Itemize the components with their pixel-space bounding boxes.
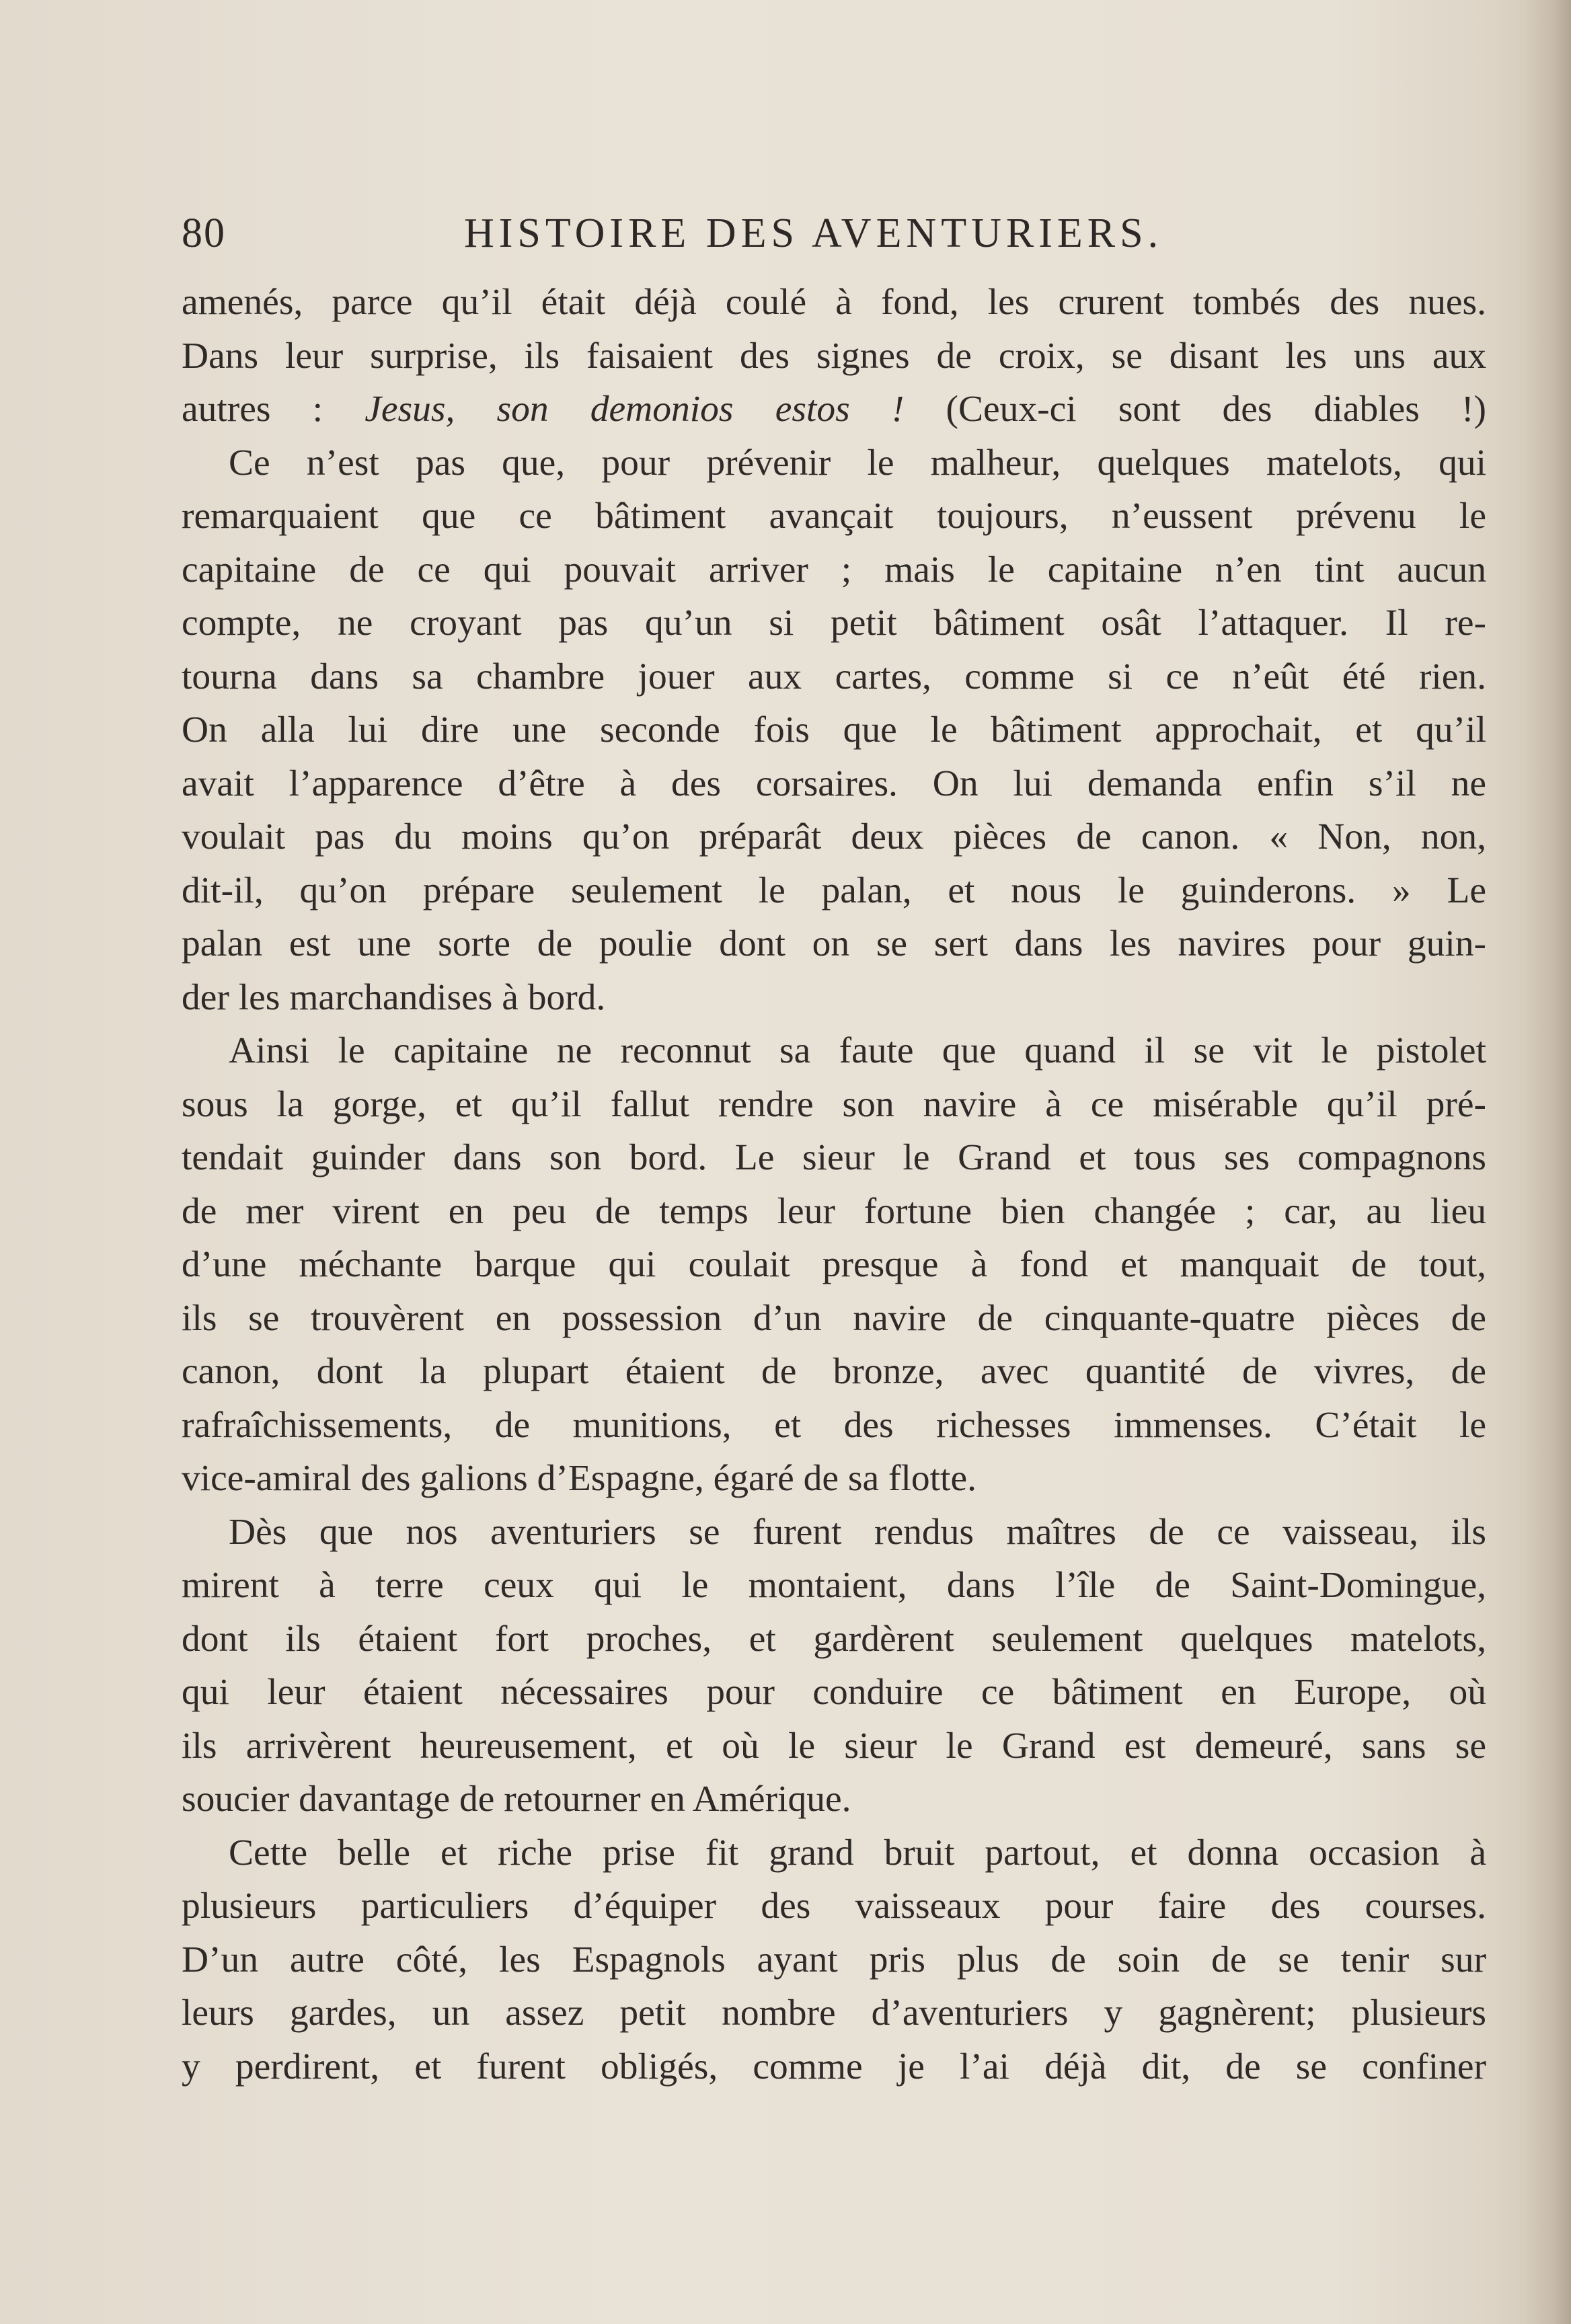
italic-quote: Jesus, son demonios estos ! <box>365 389 905 430</box>
text-line: Cette belle et riche prise fit grand bruit partout, et donna occasion à <box>229 1832 1486 1873</box>
text-line: der les marchandises à bord. <box>182 976 606 1018</box>
text-line: D’un autre côté, les Espagnols ayant pris plus de soin de se tenir sur <box>182 1939 1486 1980</box>
text-line: d’une méchante barque qui coulait presque à fond et manquait de tout, <box>182 1244 1486 1285</box>
text-line <box>182 383 1486 436</box>
text-line: avait l’apparence d’être à des corsaires. On lui demanda enfin s’il ne <box>182 763 1486 804</box>
text-line: amenés, parce qu’il était déjà coulé à fond, les crurent tombés des nues. <box>182 282 1486 323</box>
text-line: canon, dont la plupart étaient de bronze, avec quantité de vivres, de <box>182 1351 1486 1392</box>
text-line: sous la gorge, et qu’il fallut rendre son navire à ce misérable qu’il pré- <box>182 1083 1486 1125</box>
text-line: mirent à terre ceux qui le montaient, dans l’île de Saint-Domingue, <box>182 1565 1486 1606</box>
text-line: leurs gardes, un assez petit nombre d’aventuriers y gagnèrent; plusieurs <box>182 1992 1486 2034</box>
text-line: ils arrivèrent heureusement, et où le sieur le Grand est demeuré, sans se <box>182 1725 1486 1767</box>
text-line: soucier davantage de retourner en Amérique. <box>182 1779 851 1820</box>
text-line: capitaine de ce qui pouvait arriver ; mais le capitaine n’en tint aucun <box>182 549 1486 590</box>
text-line: de mer virent en peu de temps leur fortune bien changée ; car, au lieu <box>182 1190 1486 1232</box>
running-title: HISTOIRE DES AVENTURIERS. <box>464 210 1163 256</box>
text-line: Ainsi le capitaine ne reconnut sa faute que quand il se vit le pistolet <box>229 1030 1486 1071</box>
text-line: dont ils étaient fort proches, et gardèrent seulement quelques matelots, <box>182 1618 1486 1660</box>
page-header <box>182 210 1486 270</box>
text-line: Dans leur surprise, ils faisaient des signes de croix, se disant les uns aux <box>182 335 1486 377</box>
text-line: compte, ne croyant pas qu’un si petit bâtiment osât l’attaquer. Il re- <box>182 603 1486 644</box>
text-line: plusieurs particuliers d’équiper des vaisseaux pour faire des courses. <box>182 1886 1486 1927</box>
text-line: y perdirent, et furent obligés, comme je l’ai déjà dit, de se confiner <box>182 2046 1486 2087</box>
text-line: ils se trouvèrent en possession d’un navire de cinquante-quatre pièces de <box>182 1297 1486 1339</box>
text-line: remarquaient que ce bâtiment avançait toujours, n’eussent prévenu le <box>182 496 1486 537</box>
text-line: palan est une sorte de poulie dont on se sert dans les navires pour guin- <box>182 923 1486 964</box>
text-line: qui leur étaient nécessaires pour conduire ce bâtiment en Europe, où <box>182 1672 1486 1713</box>
text-fragment: autres : <box>182 389 365 430</box>
text-line: voulait pas du moins qu’on préparât deux pièces de canon. « Non, non, <box>182 816 1486 857</box>
text-line: Dès que nos aventuriers se furent rendus maîtres de ce vaisseau, ils <box>229 1511 1486 1553</box>
text-line: tourna dans sa chambre jouer aux cartes, comme si ce n’eût été rien. <box>182 656 1486 697</box>
text-line: rafraîchissements, de munitions, et des richesses immenses. C’était le <box>182 1404 1486 1446</box>
text-line: vice-amiral des galions d’Espagne, égaré de sa flotte. <box>182 1458 976 1499</box>
page-edge-shadow <box>1524 0 1571 2324</box>
page-number: 80 <box>182 210 226 256</box>
text-line: Ce n’est pas que, pour prévenir le malheur, quelques matelots, qui <box>229 442 1486 483</box>
text-fragment: (Ceux-ci sont des diables !) <box>904 389 1486 430</box>
text-line: On alla lui dire une seconde fois que le bâtiment approchait, et qu’il <box>182 709 1486 750</box>
body-text <box>182 276 1486 2093</box>
text-line: tendait guinder dans son bord. Le sieur le Grand et tous ses compagnons <box>182 1137 1486 1178</box>
text-line: dit-il, qu’on prépare seulement le palan, et nous le guinderons. » Le <box>182 869 1486 911</box>
